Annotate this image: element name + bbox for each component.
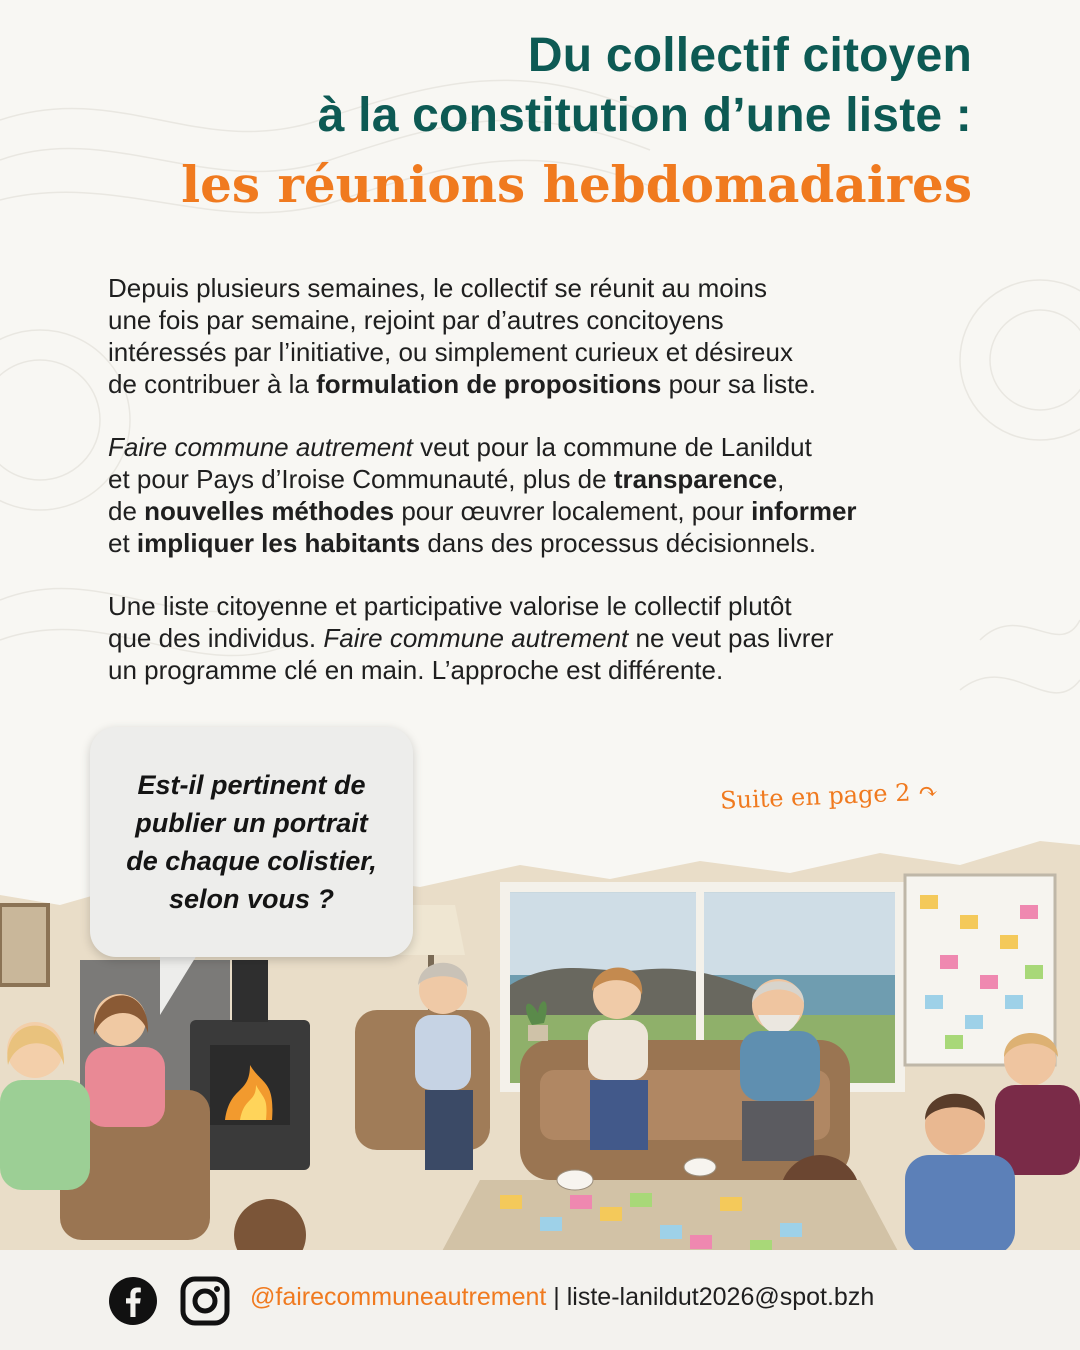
body-text [108,272,988,717]
paragraph-segment: veut pour la commune de Lanildut et pour Pays d’Iroise Communauté, plus de [108,432,812,494]
footer-contact [250,1283,874,1312]
social-handle[interactable]: @fairecommuneautrement [250,1283,547,1311]
paragraph-2 [108,431,988,559]
paragraph-segment: nouvelles méthodes [144,496,395,526]
paragraph-segment: pour sa liste. [661,369,816,399]
bubble-question: Est-il pertinent de publier un portrait de chaque colistier, selon vous ? [126,770,377,914]
paragraph-segment: transparence [613,464,778,494]
title-line-1: Du collectif citoyen [527,29,972,82]
paragraph-segment: Faire commune autrement [323,623,629,653]
paragraph-segment: , de [108,464,785,526]
title-line-2: à la constitution d’une liste : [317,89,972,142]
paragraph-segment: Faire commune autrement [108,432,413,462]
contact-separator: | [546,1283,567,1311]
continued-on-page-2[interactable]: Suite en page 2 ↷ [719,777,939,815]
instagram-icon[interactable] [180,1276,230,1326]
paragraph-segment: Une liste citoyenne et participative valorise le collectif plutôt que des individus. [108,591,792,653]
paragraph-segment: impliquer les habitants [136,528,421,558]
paragraph-segment: et [108,528,130,558]
paragraph-segment: dans des processus décisionnels. [420,528,817,558]
paragraph-segment: informer [751,496,857,526]
paragraph-segment: pour œuvrer localement, pour [394,496,752,526]
title-block [181,26,972,222]
speech-bubble [90,727,413,957]
paragraph-segment: ne veut pas livrer un programme clé en main. L’approche est différente. [108,623,834,685]
paragraph-1 [108,272,988,400]
speech-bubble-tail [160,950,200,1015]
paragraph-segment: formulation de propositions [316,369,662,399]
title-accent: les réunions hebdomadaires [181,155,972,214]
contact-email[interactable]: liste-lanildut2026@spot.bzh [566,1283,875,1311]
paragraph-3 [108,590,988,686]
paragraph-segment: Depuis plusieurs semaines, le collectif se réunit au moins une fois par semaine, rejoint par d’autres concitoyens intéressés par l’initiative, ou simplement curieux et désireux de contribuer à la [108,273,793,399]
facebook-icon[interactable] [108,1276,158,1326]
